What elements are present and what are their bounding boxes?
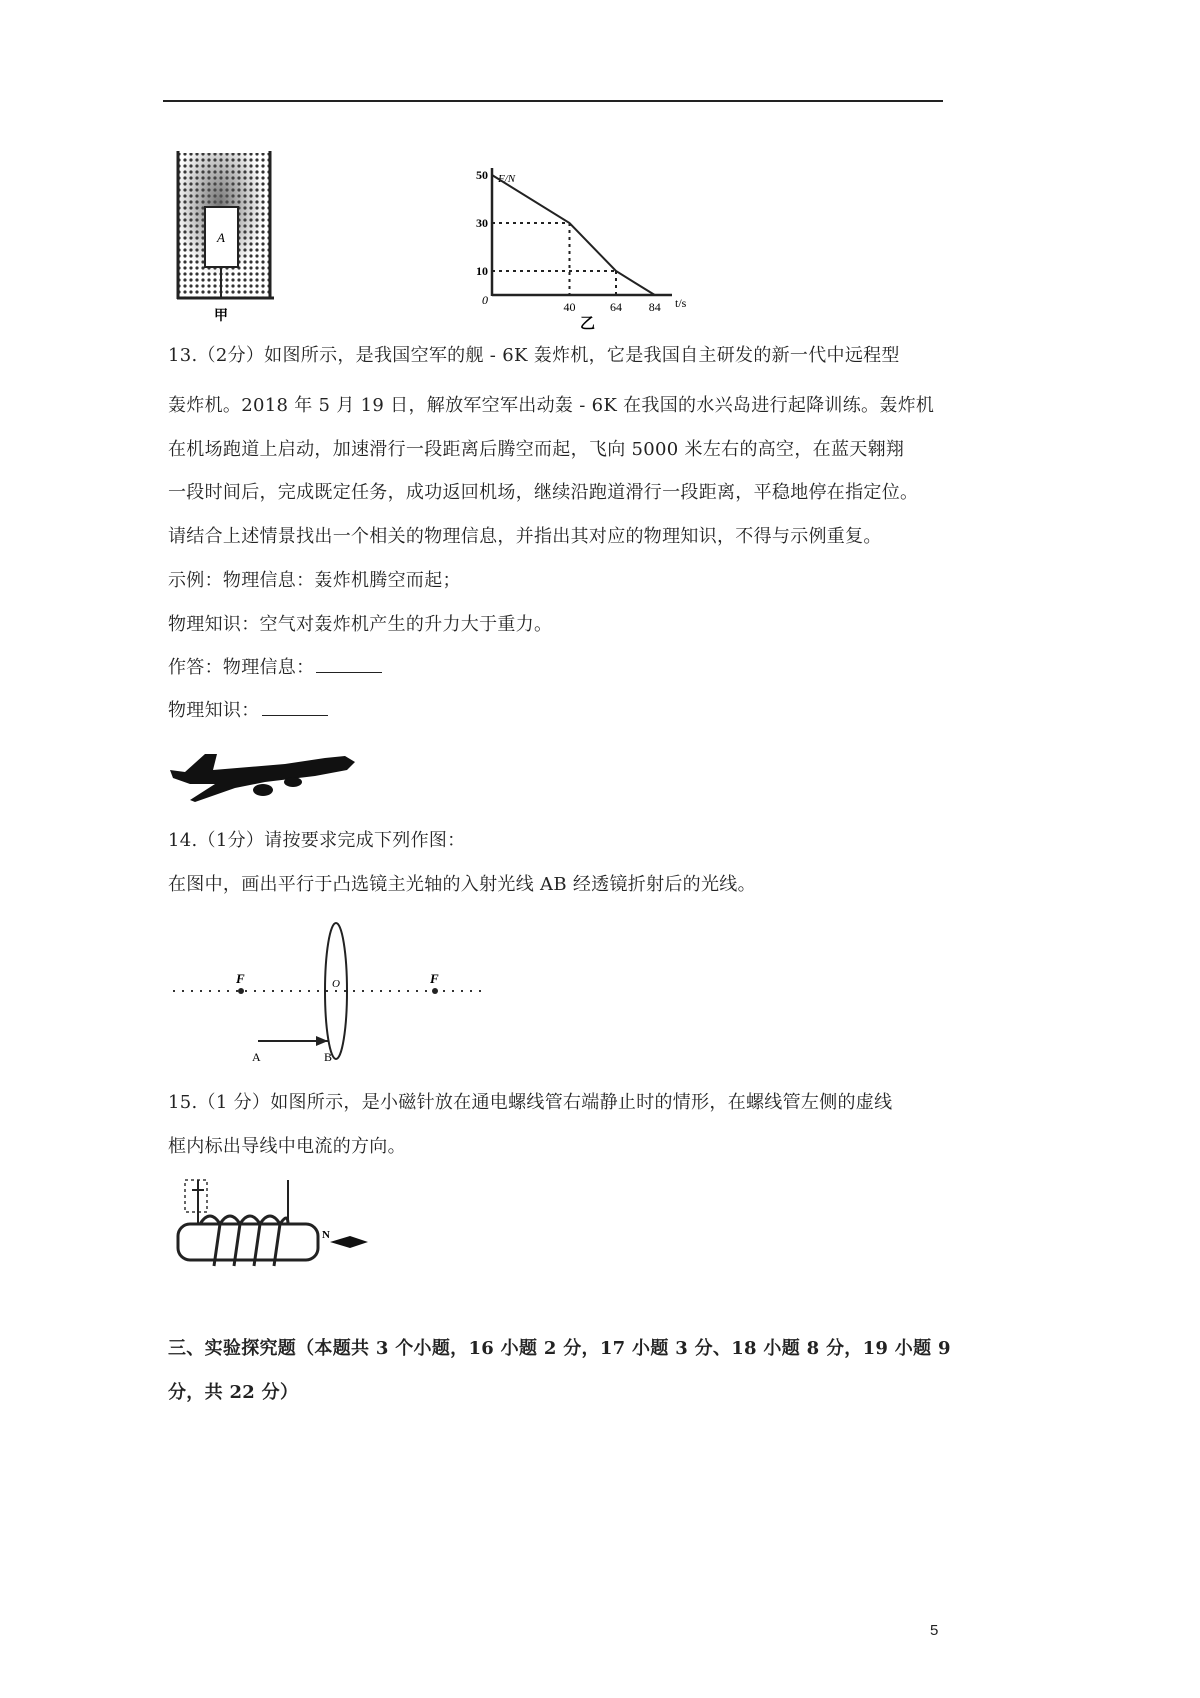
page-number: 5 [930,1622,939,1639]
bomber-plane-image [165,732,360,807]
y-axis-label: F/N [498,173,516,185]
y-tick-label: 30 [476,216,488,230]
container-figure [170,145,285,325]
current-direction-box[interactable] [185,1180,207,1212]
q13-line: 示例：物理信息：轰炸机腾空而起； [168,570,461,591]
figure-caption-jia: 甲 [214,309,228,324]
q14-line: 14.（1分）请按要求完成下列作图： [168,830,466,851]
answer-knowledge-blank[interactable] [262,701,328,716]
q13-line: 轰炸机。2018 年 5 月 19 日，解放军空军出动轰 - 6K 在我国的水兴岛进行起降训练。轰炸机 [168,395,935,416]
force-time-graph [462,160,712,330]
section-3-heading: 三、实验探究题（本题共 3 个小题，16 小题 2 分，17 小题 3 分、18 小题 8 分，19 小题 9 [168,1338,951,1359]
q13-line: 物理知识：空气对轰炸机产生的升力大于重力。 [168,614,553,635]
q13-line: 在机场跑道上启动，加速滑行一段距离后腾空而起，飞向 5000 米左右的高空，在蓝天翱翔 [168,439,905,460]
point-a-label: A [252,1050,261,1064]
right-focus-label: F [430,971,439,986]
y-tick-label: 50 [476,168,488,182]
q15-line: 框内标出导线中电流的方向。 [168,1136,406,1157]
block-label: A [217,230,225,245]
section-3-heading: 分，共 22 分） [168,1382,299,1403]
convex-lens-diagram [168,915,488,1065]
q13-line: 13.（2分）如图所示，是我国空军的舰 - 6K 轰炸机，它是我国自主研发的新一代中远程型 [168,345,900,366]
magnetic-needle [330,1236,368,1248]
force-curve [492,175,655,295]
origin-label: 0 [482,293,488,307]
x-tick-label: 40 [563,300,576,314]
q13-line: 请结合上述情景找出一个相关的物理信息，并指出其对应的物理知识，不得与示例重复。 [168,526,882,547]
solenoid-diagram [170,1172,375,1277]
figure-caption-yi: 乙 [580,316,596,330]
y-tick-label: 10 [476,264,488,278]
header-rule [163,100,943,102]
needle-north-label: N [322,1229,330,1241]
answer-knowledge-label: 物理知识： [168,700,260,721]
answer-info-blank[interactable] [316,658,382,673]
left-focus-label: F [236,971,245,986]
q13-line: 一段时间后，完成既定任务，成功返回机场，继续沿跑道滑行一段距离，平稳地停在指定位。 [168,482,919,503]
q14-line: 在图中，画出平行于凸选镜主光轴的入射光线 AB 经透镜折射后的光线。 [168,874,756,895]
optical-center-label: O [332,978,340,990]
q15-line: 15.（1 分）如图所示，是小磁针放在通电螺线管右端静止时的情形，在螺线管左侧的虚线 [168,1092,893,1113]
x-axis-label: t/s [675,296,687,310]
x-tick-label: 84 [648,300,661,314]
answer-knowledge-row [168,696,328,722]
answer-info-label: 作答：物理信息： [168,657,315,678]
point-b-label: B [324,1050,333,1064]
x-tick-label: 64 [610,300,622,314]
answer-info-row [168,653,382,679]
